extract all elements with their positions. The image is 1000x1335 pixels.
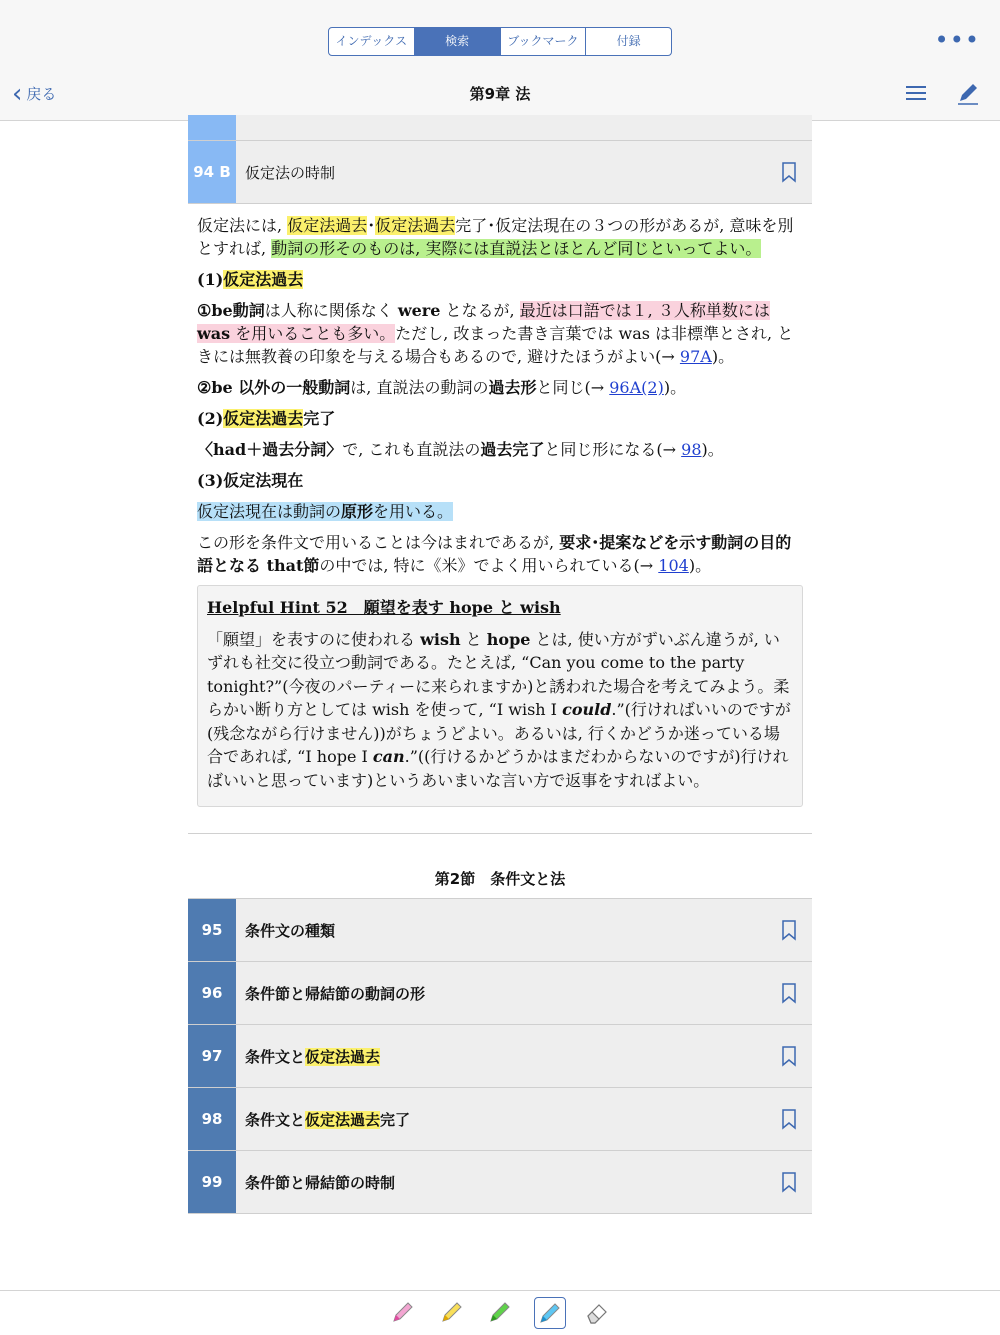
pink-highlighter-icon[interactable] <box>388 1297 418 1327</box>
paragraph-5: 仮定法現在は動詞の原形を用いる。 <box>197 502 454 521</box>
section-number: 94 B <box>188 141 236 203</box>
link-98[interactable]: 98 <box>681 440 702 459</box>
list-icon[interactable] <box>906 84 926 102</box>
more-icon[interactable]: ••• <box>934 26 980 54</box>
section-row-95[interactable] <box>188 899 812 962</box>
segmented-control <box>328 27 672 56</box>
back-label: 戻る <box>26 85 57 103</box>
section-label: 仮定法の時制 <box>245 163 336 182</box>
heading-1: (1)仮定法過去 <box>197 270 304 289</box>
section-number: 97 <box>188 1025 236 1087</box>
bookmark-icon[interactable] <box>780 1108 798 1130</box>
page-title: 第9章 法 <box>469 85 531 103</box>
section-row-partial <box>188 115 812 141</box>
section-number: 98 <box>188 1088 236 1150</box>
link-97a[interactable]: 97A <box>679 347 712 366</box>
tab-search[interactable]: 検索 <box>415 28 501 55</box>
bookmark-icon[interactable] <box>780 1045 798 1067</box>
bottom-toolbar <box>0 1290 1000 1335</box>
blue-highlighter-icon[interactable] <box>534 1297 566 1329</box>
paragraph-2: ①be動詞は人称に関係なく were となるが, 最近は口語では１, ３人称単数には was を用いることも多い。ただし, 改まった書き言葉では was は非標準とされ, ときには無教養の印象を与える場合もあるので, 避けたほうがよい(→ 97A)。 <box>197 301 794 366</box>
paragraph-6: この形を条件文で用いることは今はまれであるが, 要求･提案などを示す動詞の目的語となる that節の中では, 特に《米》でよく用いられている(→ 104)。 <box>197 533 792 575</box>
section-row-94b[interactable] <box>188 141 812 204</box>
bookmark-icon[interactable] <box>780 919 798 941</box>
heading-2: (2)仮定法過去完了 <box>197 409 336 428</box>
bookmark-icon[interactable] <box>780 161 798 183</box>
section-row-96[interactable] <box>188 962 812 1025</box>
helpful-hint-box <box>197 585 803 807</box>
section-label: 条件文の種類 <box>245 921 336 940</box>
section-number: 95 <box>188 899 236 961</box>
section-label: 条件節と帰結節の動詞の形 <box>245 984 426 1003</box>
yellow-highlighter-icon[interactable] <box>437 1297 467 1327</box>
chevron-left-icon: ‹ <box>12 79 23 109</box>
paragraph-4: 〈had＋過去分詞〉で, これも直説法の過去完了と同じ形になる(→ 98)。 <box>197 440 724 459</box>
section-number: 96 <box>188 962 236 1024</box>
section-row-99[interactable] <box>188 1151 812 1214</box>
tab-bookmark[interactable]: ブックマーク <box>501 28 587 55</box>
section-number: 99 <box>188 1151 236 1213</box>
link-104[interactable]: 104 <box>658 556 689 575</box>
bookmark-icon[interactable] <box>780 1171 798 1193</box>
green-highlighter-icon[interactable] <box>485 1297 515 1327</box>
section-label: 条件文と仮定法過去完了 <box>245 1110 411 1129</box>
content-area <box>188 115 812 1214</box>
hint-text: 「願望」を表すのに使われる wish と hope とは, 使い方がずいぶん違うが, いずれも社交に役立つ動詞である。たとえば, “Can you come to the party tonight?”(今夜のパーティーに来られますか)と誘われた場合を考えてみよう。柔らかい断り方としては wish を使って, “I wish I could.”(行ければいいのですが(残念ながら行けません))がちょうどよい。あるいは, 行くかどうか迷っている場合であれば, “I hope I can.”((行けるかどうかはまだわからないのですが)行ければいいと思っています)というあいまいな言い方で返事をすればよい。 <box>207 629 791 790</box>
link-96a2[interactable]: 96A(2) <box>609 378 664 397</box>
article-body <box>188 204 812 577</box>
section-row-98[interactable] <box>188 1088 812 1151</box>
bookmark-icon[interactable] <box>780 982 798 1004</box>
section-number <box>188 115 236 140</box>
paragraph-1: 仮定法には, 仮定法過去･仮定法過去完了･仮定法現在の３つの形があるが, 意味を別とすれば, 動詞の形そのものは, 実際には直説法とほとんど同じといってよい。 <box>197 216 794 258</box>
eraser-icon[interactable] <box>582 1297 612 1327</box>
section-label: 条件文と仮定法過去 <box>245 1047 381 1066</box>
hint-title: Helpful Hint 52 願望を表す hope と wish <box>207 598 561 617</box>
section-label: 条件節と帰結節の時制 <box>245 1173 396 1192</box>
tab-appendix[interactable]: 付録 <box>616 34 641 48</box>
tab-index[interactable]: インデックス <box>329 28 415 55</box>
top-toolbar <box>0 0 1000 121</box>
paragraph-3: ②be 以外の一般動詞は, 直説法の動詞の過去形と同じ(→ 96A(2))。 <box>197 378 687 397</box>
heading-3: (3)仮定法現在 <box>197 471 304 490</box>
section-row-97[interactable] <box>188 1025 812 1088</box>
section2-title: 第2節 条件文と法 <box>188 834 812 899</box>
pen-icon[interactable] <box>955 80 981 106</box>
